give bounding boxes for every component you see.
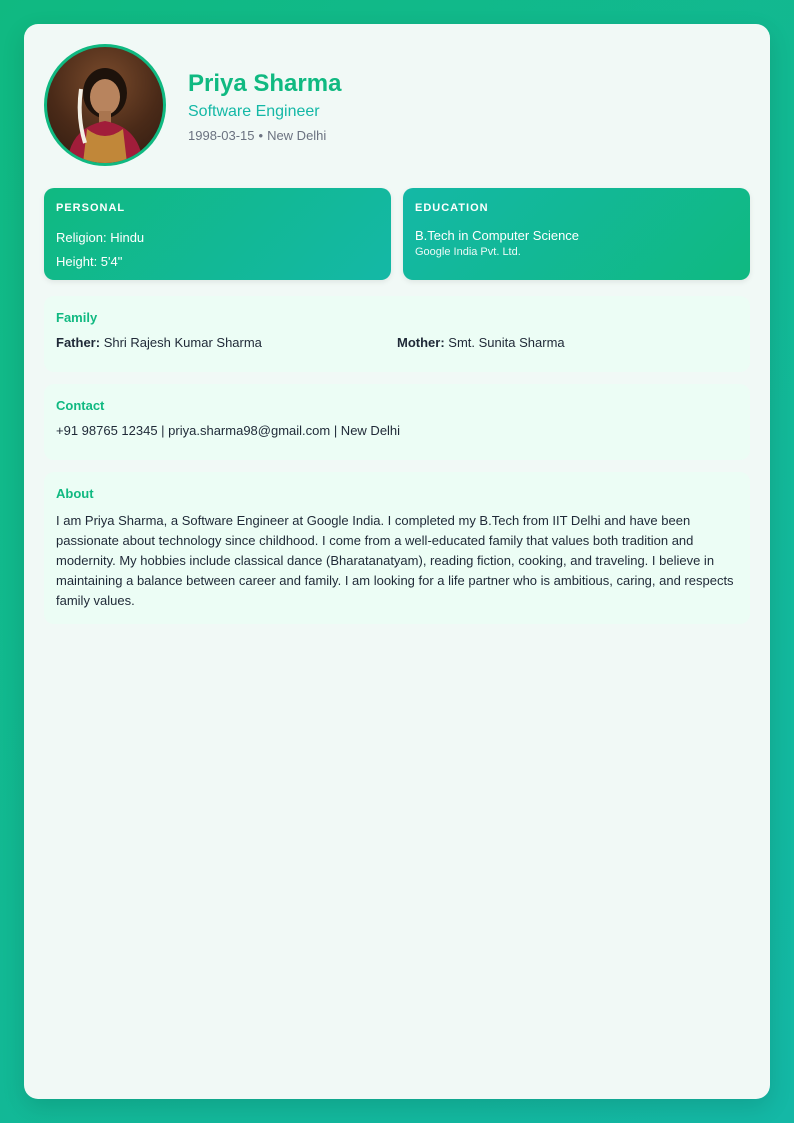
about-text: I am Priya Sharma, a Software Engineer at Google India. I completed my B.Tech from IIT Delhi and have been passionate about technology since childhood. I come from a well-educated family that values both tradition and modernity. My hobbies include classical dance (Bharatanatyam), reading fiction, cooking, and traveling. I believe in maintaining a balance between career and family. I am looking for a life partner who is ambitious, caring, and respects family values.: [56, 513, 734, 608]
meta-separator: •: [258, 128, 264, 143]
profile-title: Software Engineer: [188, 103, 320, 120]
employer-text: Google India Pvt. Ltd.: [415, 246, 521, 258]
father-entry: [56, 335, 397, 350]
profile-name: Priya Sharma: [188, 70, 342, 97]
profile-city: New Delhi: [267, 128, 327, 143]
mother-name: Smt. Sunita Sharma: [448, 335, 565, 350]
family-section: [44, 296, 750, 372]
personal-box: [44, 188, 391, 280]
about-heading: About: [56, 486, 94, 501]
education-box: [403, 188, 750, 280]
height-text: Height: 5'4": [56, 254, 123, 269]
family-row: [56, 335, 738, 350]
about-section: [44, 472, 750, 624]
mother-label: Mother:: [397, 335, 445, 350]
contact-details: +91 98765 12345 | priya.sharma98@gmail.com | New Delhi: [56, 423, 401, 438]
father-label: Father:: [56, 335, 101, 350]
contact-heading: Contact: [56, 398, 105, 413]
birth-date: 1998-03-15: [188, 128, 255, 143]
father-name: Shri Rajesh Kumar Sharma: [103, 335, 262, 350]
personal-heading: PERSONAL: [56, 202, 126, 214]
profile-card: [24, 24, 770, 1099]
mother-entry: [397, 335, 738, 350]
contact-section: [44, 384, 750, 460]
profile-photo: [44, 44, 166, 166]
family-heading: Family: [56, 310, 98, 325]
religion-text: Religion: Hindu: [56, 230, 145, 245]
education-heading: EDUCATION: [415, 202, 489, 214]
degree-text: B.Tech in Computer Science: [415, 228, 580, 243]
profile-meta: [188, 128, 326, 143]
profile-header: [44, 44, 750, 172]
